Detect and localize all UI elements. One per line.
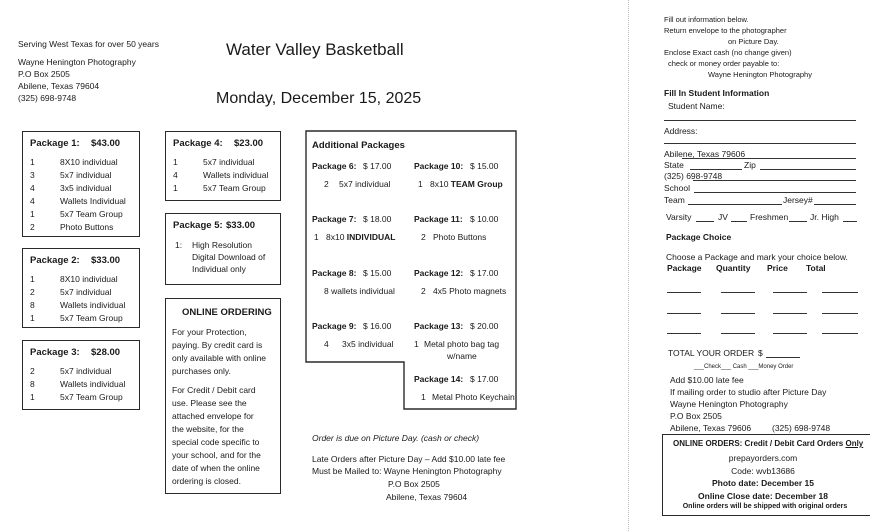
package-10-desc-type: TEAM Group bbox=[450, 179, 503, 189]
package-1-qty-2: 3 bbox=[30, 170, 35, 180]
zip-label: Zip bbox=[744, 160, 756, 170]
package-7-desc-type: INDIVIDUAL bbox=[346, 232, 396, 242]
package-5-price: $33.00 bbox=[226, 220, 256, 231]
order-line-package-3[interactable] bbox=[667, 333, 701, 334]
online-p2-line-2: use. Please see the bbox=[172, 398, 247, 408]
phone-label: (325) 698-9748 bbox=[664, 171, 723, 181]
package-14-title: Package 14: bbox=[414, 374, 464, 384]
form-po: P.O Box 2505 bbox=[670, 411, 722, 421]
jr-high-line[interactable] bbox=[843, 221, 857, 222]
package-11-price: $ 10.00 bbox=[470, 214, 499, 224]
instruction-5: check or money order payable to: bbox=[668, 59, 780, 68]
page-title: Water Valley Basketball bbox=[226, 40, 404, 59]
package-2-qty-4: 1 bbox=[30, 313, 35, 323]
studio-phone: (325) 698-9748 bbox=[18, 93, 77, 103]
package-1-item-6: Photo Buttons bbox=[60, 222, 114, 232]
studio-city: Abilene, Texas 79604 bbox=[18, 81, 100, 91]
package-1-item-1: 8X10 individual bbox=[60, 157, 118, 167]
jr-high-label: Jr. High bbox=[810, 212, 839, 222]
order-line-qty-3[interactable] bbox=[721, 333, 755, 334]
school-label: School bbox=[664, 183, 690, 193]
due-note: Order is due on Picture Day. (cash or check) bbox=[312, 433, 480, 443]
package-13-qty: 1 bbox=[414, 339, 419, 349]
jv-label: JV bbox=[718, 212, 728, 222]
online-p1-line-4: purchases only. bbox=[172, 366, 231, 376]
student-info-heading: Fill In Student Information bbox=[664, 88, 770, 98]
mail-po: P.O Box 2505 bbox=[388, 479, 440, 489]
money-order-option[interactable]: Money Order bbox=[758, 364, 794, 370]
package-1-qty-3: 4 bbox=[30, 183, 35, 193]
mail-note: Must be Mailed to: Wayne Henington Photography bbox=[312, 466, 502, 476]
instruction-3: on Picture Day. bbox=[728, 37, 779, 46]
package-10-price: $ 15.00 bbox=[470, 161, 499, 171]
package-4-qty-1: 1 bbox=[173, 157, 178, 167]
online-p2-line-5: special code specific to bbox=[172, 437, 260, 447]
jersey-label: Jersey# bbox=[783, 195, 813, 205]
form-city: Abilene, Texas 79606 bbox=[670, 423, 752, 433]
studio-name: Wayne Henington Photography bbox=[18, 57, 136, 67]
package-7-qty: 1 bbox=[314, 232, 319, 242]
package-8-price: $ 15.00 bbox=[363, 268, 392, 278]
package-7-desc-size: 8x10 bbox=[326, 232, 347, 242]
online-p2-line-4: the website, for the bbox=[172, 424, 244, 434]
package-14-qty: 1 bbox=[421, 392, 426, 402]
package-3-qty-2: 8 bbox=[30, 379, 35, 389]
student-name-line[interactable] bbox=[664, 120, 856, 121]
order-line-price-1[interactable] bbox=[773, 292, 807, 293]
package-5-qty: 1: bbox=[175, 240, 183, 250]
package-13-desc-2: w/name bbox=[447, 351, 477, 361]
student-name-label: Student Name: bbox=[668, 101, 725, 111]
package-1-title: Package 1: bbox=[30, 138, 80, 149]
address-label: Address: bbox=[664, 126, 698, 136]
zip-line[interactable] bbox=[760, 169, 856, 170]
col-quantity: Quantity bbox=[716, 263, 751, 273]
form-studio: Wayne Henington Photography bbox=[670, 399, 788, 409]
package-13-title: Package 13: bbox=[414, 321, 464, 331]
package-3-qty-1: 2 bbox=[30, 366, 35, 376]
online-site[interactable]: prepayorders.com bbox=[728, 453, 798, 463]
package-5-line-2: Digital Download of bbox=[192, 252, 266, 262]
package-3-qty-3: 1 bbox=[30, 392, 35, 402]
instruction-4: Enclose Exact cash (no change given) bbox=[664, 48, 792, 57]
package-12-desc: 4x5 Photo magnets bbox=[433, 286, 507, 296]
picture-date: Monday, December 15, 2025 bbox=[216, 90, 422, 107]
package-4-item-2: Wallets individual bbox=[203, 170, 269, 180]
package-1-item-3: 3x5 individual bbox=[60, 183, 112, 193]
online-p2-line-8: ordering is closed. bbox=[172, 476, 241, 486]
check-option[interactable]: Check bbox=[704, 364, 722, 370]
phone-line[interactable] bbox=[693, 180, 856, 181]
address-line[interactable] bbox=[664, 143, 856, 144]
online-p1-line-2: paying. By credit card is bbox=[172, 340, 263, 350]
additional-packages-title: Additional Packages bbox=[312, 140, 405, 151]
package-1-qty-1: 1 bbox=[30, 157, 35, 167]
team-label: Team bbox=[664, 195, 685, 205]
package-3-item-3: 5x7 Team Group bbox=[60, 392, 123, 402]
form-phone: (325) 698-9748 bbox=[772, 423, 831, 433]
online-orders-box bbox=[662, 434, 870, 516]
package-2-item-2: 5x7 individual bbox=[60, 287, 112, 297]
package-2-item-3: Wallets individual bbox=[60, 300, 126, 310]
package-8-title: Package 8: bbox=[312, 268, 357, 278]
varsity-line[interactable] bbox=[696, 221, 714, 222]
online-p2-line-7: date of when the online bbox=[172, 463, 260, 473]
total-dollar-sign: $ bbox=[758, 348, 763, 358]
package-12-title: Package 12: bbox=[414, 268, 464, 278]
instruction-2: Return envelope to the photographer bbox=[664, 26, 787, 35]
package-1-qty-4: 4 bbox=[30, 196, 35, 206]
package-9-price: $ 16.00 bbox=[363, 321, 392, 331]
package-4-price: $23.00 bbox=[234, 138, 264, 149]
package-1-item-2: 5x7 individual bbox=[60, 170, 112, 180]
package-14-price: $ 17.00 bbox=[470, 374, 499, 384]
package-1-qty-5: 1 bbox=[30, 209, 35, 219]
package-3-price: $28.00 bbox=[91, 347, 121, 358]
package-12-qty: 2 bbox=[421, 286, 426, 296]
package-10-desc-size: 8x10 bbox=[430, 179, 451, 189]
package-7-title: Package 7: bbox=[312, 214, 357, 224]
order-line-qty-2[interactable] bbox=[721, 313, 755, 314]
package-4-title: Package 4: bbox=[173, 138, 223, 149]
mailing-note: If mailing order to studio after Picture Day bbox=[670, 387, 827, 397]
package-9-qty: 4 bbox=[324, 339, 329, 349]
online-close-date: Online Close date: December 18 bbox=[698, 491, 828, 501]
total-order-label: TOTAL YOUR ORDER bbox=[668, 348, 755, 358]
online-orders-heading bbox=[673, 439, 863, 448]
online-orders-heading-text: ONLINE ORDERS: Credit / Debit Card Orders bbox=[673, 439, 846, 448]
freshmen-line[interactable] bbox=[789, 221, 807, 222]
city-line[interactable] bbox=[682, 158, 856, 159]
package-4-item-1: 5x7 individual bbox=[203, 157, 255, 167]
package-4-qty-3: 1 bbox=[173, 183, 178, 193]
school-line[interactable] bbox=[694, 192, 856, 193]
package-2-title: Package 2: bbox=[30, 255, 80, 266]
package-choice-heading: Package Choice bbox=[666, 232, 732, 242]
package-6-desc: 5x7 individual bbox=[339, 179, 391, 189]
col-package: Package bbox=[667, 263, 702, 273]
package-8-desc: 8 wallets individual bbox=[324, 286, 395, 296]
package-13-desc-1: Metal photo bag tag bbox=[424, 339, 500, 349]
package-9-desc: 3x5 individual bbox=[342, 339, 394, 349]
instruction-1: Fill out information below. bbox=[664, 15, 749, 24]
order-line-price-3[interactable] bbox=[773, 333, 807, 334]
jersey-line[interactable] bbox=[814, 204, 856, 205]
package-10-qty: 1 bbox=[418, 179, 423, 189]
package-5-line-3: Individual only bbox=[192, 264, 246, 274]
package-3-item-1: 5x7 individual bbox=[60, 366, 112, 376]
online-p2-line-3: attached envelope for bbox=[172, 411, 254, 421]
mail-city: Abilene, Texas 79604 bbox=[386, 492, 468, 502]
order-line-total-2[interactable] bbox=[822, 313, 858, 314]
online-orders-heading-only: Only bbox=[845, 439, 864, 448]
order-line-package-2[interactable] bbox=[667, 313, 701, 314]
package-6-price: $ 17.00 bbox=[363, 161, 392, 171]
package-2-price: $33.00 bbox=[91, 255, 121, 266]
choose-instruction: Choose a Package and mark your choice below. bbox=[666, 252, 848, 262]
package-3-title: Package 3: bbox=[30, 347, 80, 358]
package-14-desc: Metal Photo Keychain bbox=[432, 392, 515, 402]
payment-methods: ___Check___ Cash ___Money Order bbox=[694, 364, 794, 370]
tagline: Serving West Texas for over 50 years bbox=[18, 39, 159, 49]
order-line-qty-1[interactable] bbox=[721, 292, 755, 293]
package-7-price: $ 18.00 bbox=[363, 214, 392, 224]
order-line-price-2[interactable] bbox=[773, 313, 807, 314]
col-total: Total bbox=[806, 263, 826, 273]
package-1-qty-6: 2 bbox=[30, 222, 35, 232]
package-11-title: Package 11: bbox=[414, 214, 463, 224]
order-line-total-1[interactable] bbox=[822, 292, 858, 293]
online-p2-line-6: your school, and for the bbox=[172, 450, 261, 460]
package-1-price: $43.00 bbox=[91, 138, 121, 149]
cash-option[interactable]: Cash bbox=[732, 364, 747, 370]
package-7-desc bbox=[326, 232, 395, 242]
package-4-item-3: 5x7 Team Group bbox=[203, 183, 266, 193]
package-2-item-4: 5x7 Team Group bbox=[60, 313, 123, 323]
online-p2-line-1: For Credit / Debit card bbox=[172, 385, 256, 395]
city-label: Abilene, Texas 79606 bbox=[664, 149, 746, 159]
package-2-qty-1: 1 bbox=[30, 274, 35, 284]
state-label: State bbox=[664, 160, 684, 170]
online-shipped-note: Online orders will be shipped with original orders bbox=[682, 503, 848, 510]
package-10-title: Package 10: bbox=[414, 161, 464, 171]
package-5-title: Package 5: bbox=[173, 220, 223, 231]
late-fee-note: Add $10.00 late fee bbox=[670, 375, 744, 385]
package-4-qty-2: 4 bbox=[173, 170, 178, 180]
package-6-title: Package 6: bbox=[312, 161, 357, 171]
order-line-package-1[interactable] bbox=[667, 292, 701, 293]
online-photo-date: Photo date: December 15 bbox=[711, 478, 815, 488]
total-order-line[interactable] bbox=[766, 357, 800, 358]
freshmen-label: Freshmen bbox=[750, 212, 789, 222]
online-p1-line-3: only available with online bbox=[172, 353, 267, 363]
online-ordering-title: ONLINE ORDERING bbox=[182, 307, 272, 318]
package-9-title: Package 9: bbox=[312, 321, 357, 331]
instruction-6: Wayne Henington Photography bbox=[708, 70, 812, 79]
studio-po: P.O Box 2505 bbox=[18, 69, 70, 79]
tear-line bbox=[628, 0, 629, 531]
col-price: Price bbox=[767, 263, 788, 273]
varsity-label: Varsity bbox=[666, 212, 692, 222]
package-6-qty: 2 bbox=[324, 179, 329, 189]
package-1-item-5: 5x7 Team Group bbox=[60, 209, 123, 219]
package-2-qty-2: 2 bbox=[30, 287, 35, 297]
package-5-line-1: High Resolution bbox=[192, 240, 253, 250]
package-11-qty: 2 bbox=[421, 232, 426, 242]
package-2-qty-3: 8 bbox=[30, 300, 35, 310]
team-line[interactable] bbox=[688, 204, 782, 205]
package-12-price: $ 17.00 bbox=[470, 268, 499, 278]
online-p1-line-1: For your Protection, bbox=[172, 327, 247, 337]
package-2-item-1: 8X10 individual bbox=[60, 274, 118, 284]
jv-line[interactable] bbox=[731, 221, 747, 222]
package-13-price: $ 20.00 bbox=[470, 321, 499, 331]
package-1-item-4: Wallets Individual bbox=[60, 196, 126, 206]
package-11-desc: Photo Buttons bbox=[433, 232, 487, 242]
package-3-item-2: Wallets individual bbox=[60, 379, 126, 389]
online-code: Code: wvb13686 bbox=[731, 466, 795, 476]
late-note: Late Orders after Picture Day – Add $10.00 late fee bbox=[312, 454, 506, 464]
order-line-total-3[interactable] bbox=[822, 333, 858, 334]
package-10-desc bbox=[430, 179, 503, 189]
